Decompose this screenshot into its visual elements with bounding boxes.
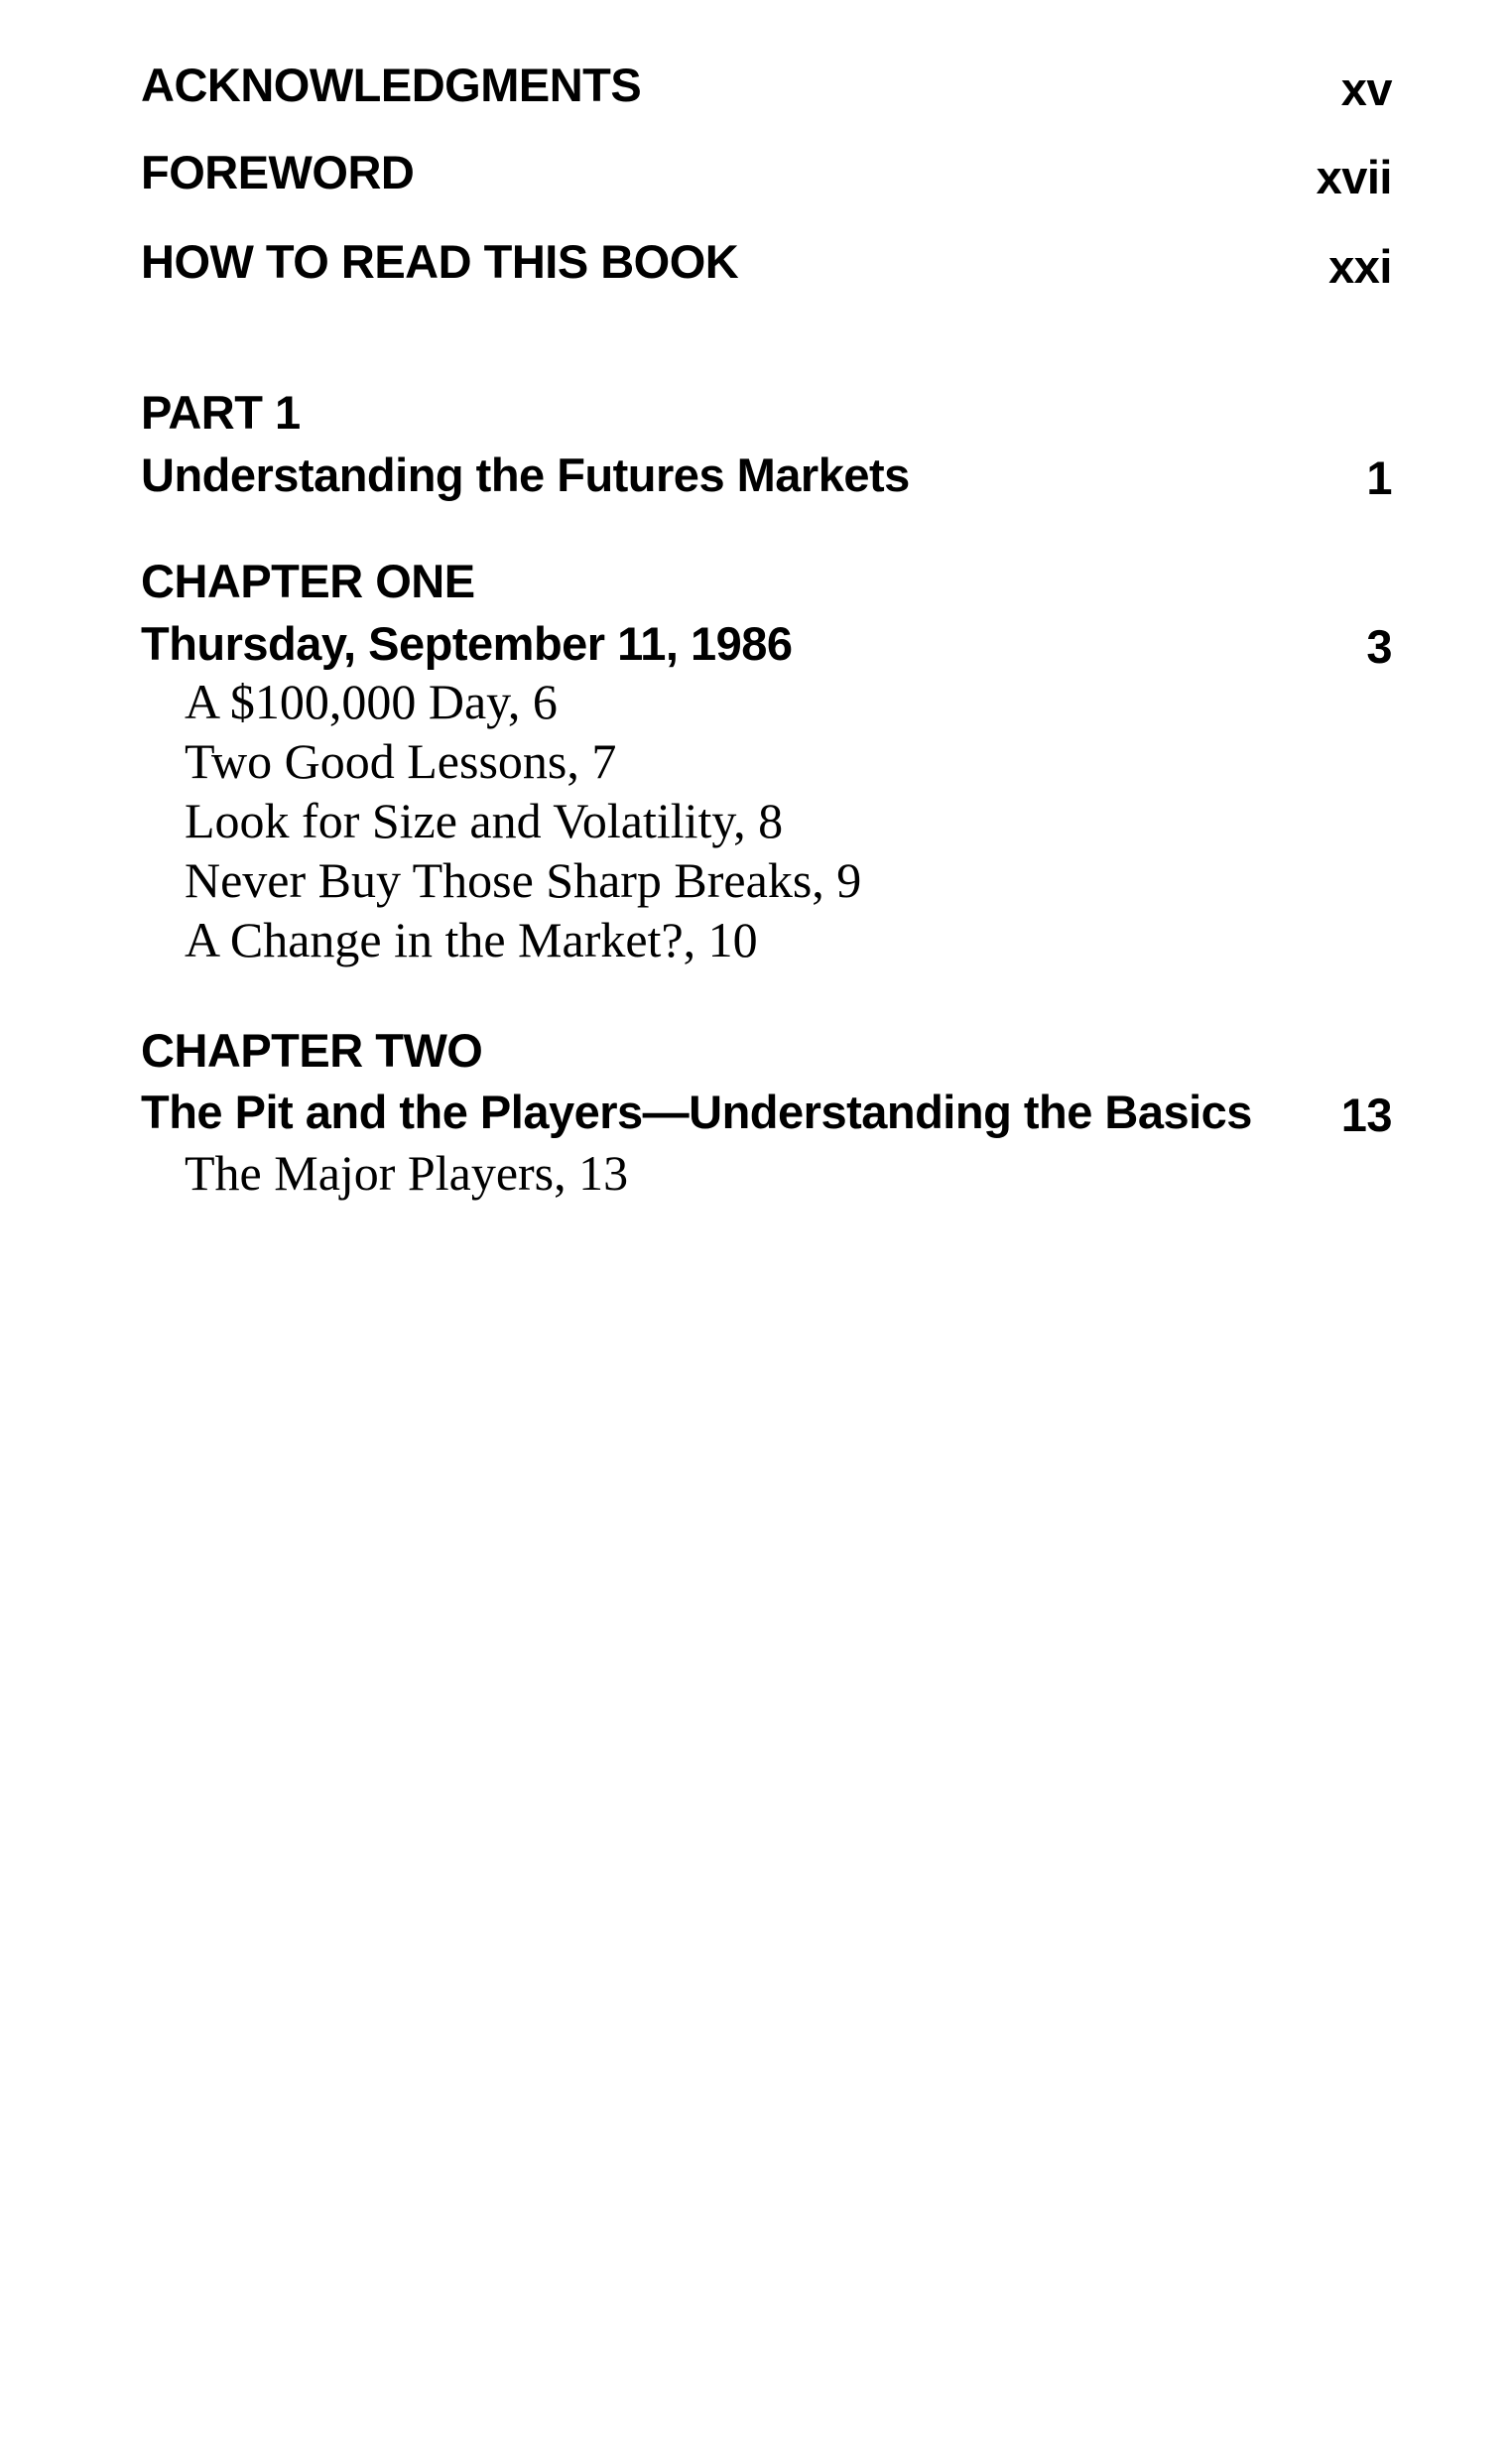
chapter2-page: 13 <box>1340 1089 1392 1141</box>
part1-page: 1 <box>1366 451 1392 504</box>
chapter2-label: CHAPTER TWO <box>141 1024 483 1077</box>
chapter2-title: The Pit and the Players—Understanding the Basics <box>141 1086 1252 1138</box>
toc-entry-foreword: FOREWORD <box>141 146 415 198</box>
chapter1-section-2: Two Good Lessons, 7 <box>185 733 617 789</box>
toc-page-how-to-read: xxi <box>1328 240 1392 293</box>
chapter1-page: 3 <box>1366 620 1392 673</box>
toc-page-acknowledgments: xv <box>1340 63 1392 115</box>
chapter1-section-5: A Change in the Market?, 10 <box>185 912 758 967</box>
chapter1-section-4: Never Buy Those Sharp Breaks, 9 <box>185 852 862 908</box>
chapter2-section-1: The Major Players, 13 <box>185 1145 629 1201</box>
part1-title: Understanding the Futures Markets <box>141 449 910 501</box>
chapter1-label: CHAPTER ONE <box>141 555 475 607</box>
chapter1-title: Thursday, September 11, 1986 <box>141 617 793 670</box>
toc-entry-how-to-read: HOW TO READ THIS BOOK <box>141 235 739 288</box>
toc-entry-acknowledgments: ACKNOWLEDGMENTS <box>141 59 642 111</box>
chapter1-section-3: Look for Size and Volatility, 8 <box>185 793 784 848</box>
toc-page-foreword: xvii <box>1316 151 1392 203</box>
chapter1-section-1: A $100,000 Day, 6 <box>185 674 558 729</box>
part1-label: PART 1 <box>141 386 301 439</box>
